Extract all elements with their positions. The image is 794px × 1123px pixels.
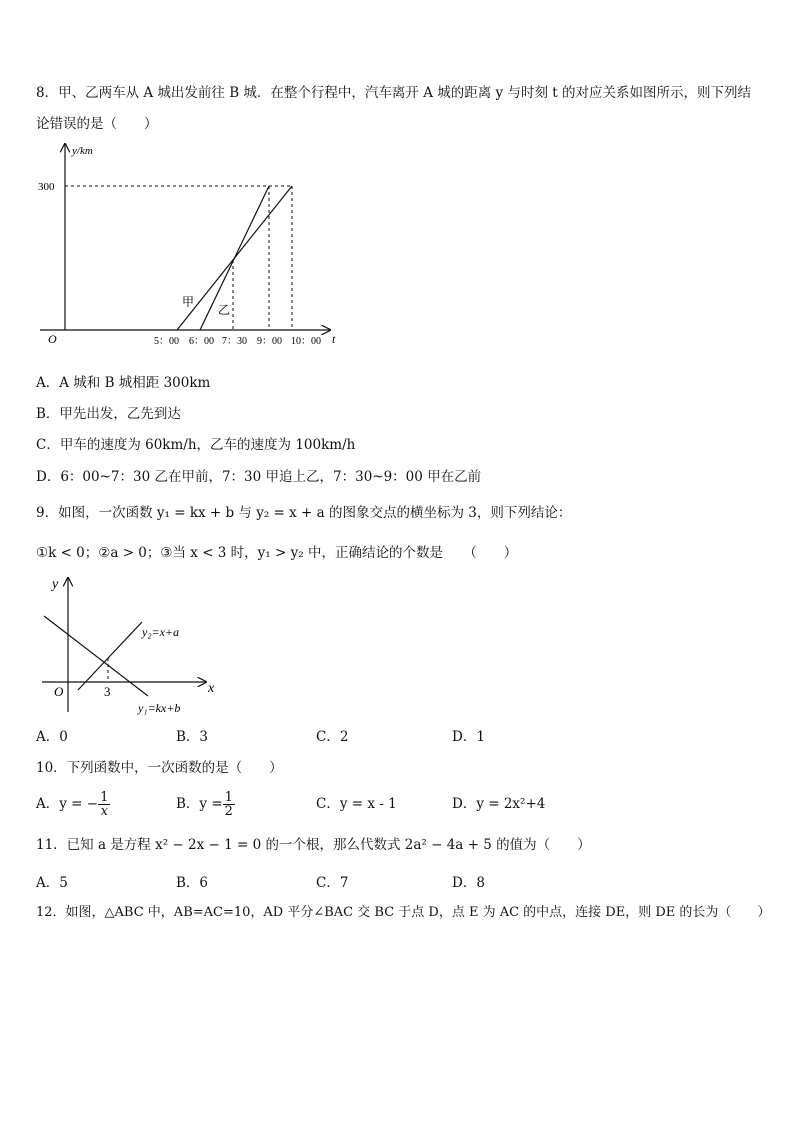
q8-x-tick-1: 5：00 (154, 336, 179, 347)
q10-option-b-fraction (223, 791, 235, 818)
q8-y-tick: 300 (38, 181, 55, 193)
q8-option-d: D．6：00~7：30 乙在甲前，7：30 甲追上乙，7：30~9：00 甲在乙前 (36, 469, 482, 485)
q9-option-a: A．0 (36, 729, 68, 745)
q9-x-label: x (208, 681, 215, 696)
q8-label-yi: 乙 (218, 303, 231, 317)
q8-stem-line2: 论错误的是（ ） (36, 116, 158, 132)
q12-stem: 12．如图，△ABC 中，AB=AC=10，AD 平分∠BAC 交 BC 于点 D，点 E 为 AC 的中点，连接 DE，则 DE 的长为（ ） (36, 905, 771, 920)
q11-option-a: A．5 (36, 875, 68, 891)
q10-stem: 10．下列函数中，一次函数的是（ ） (36, 760, 283, 776)
q9-stem-line1: 9．如图，一次函数 y₁ = kx + b 与 y₂ = x + a 的图象交点的横坐标为 3，则下列结论： (36, 505, 572, 521)
q9-origin: O (54, 684, 64, 699)
q8-option-b: B．甲先出发，乙先到达 (36, 406, 181, 422)
q9-stem-line2: ①k < 0；②a > 0；③当 x < 3 时，y₁ > y₂ 中，正确结论的个数是 （ ） (36, 545, 518, 561)
q8-option-c: C．甲车的速度为 60km/h，乙车的速度为 100km/h (36, 437, 356, 453)
q10-option-b-prefix: B．y = (176, 796, 223, 812)
q8-option-a: A．A 城和 B 城相距 300km (36, 375, 211, 391)
q9-y-label: y (52, 577, 59, 592)
q9-label-y2: y₂=x+a (142, 625, 180, 639)
q10-option-a-num: 1 (100, 789, 109, 805)
q8-origin: O (48, 332, 57, 346)
q8-x-tick-2: 6：00 (189, 336, 214, 347)
q10-option-d: D．y = 2x²+4 (452, 796, 546, 812)
q9-option-d: D．1 (452, 729, 485, 745)
q10-option-b-den: 2 (224, 803, 233, 819)
q10-option-c: C．y = x - 1 (316, 796, 397, 812)
q8-graph (36, 140, 356, 350)
q9-option-b: B．3 (176, 729, 209, 745)
q8-stem-line1: 8．甲、乙两车从 A 城出发前往 B 城．在整个行程中，汽车离开 A 城的距离 y 与时刻 t 的对应关系如图所示，则下列结 (36, 85, 751, 101)
q10-option-b-num: 1 (224, 789, 233, 805)
q8-x-label: t (332, 332, 336, 346)
q8-y-label: y/km (72, 145, 93, 157)
q8-label-jia: 甲 (182, 295, 195, 309)
q9-label-y1: y₁=kx+b (138, 701, 181, 715)
q10-option-b (176, 786, 235, 822)
q8-x-tick-4: 9：00 (257, 336, 282, 347)
q11-option-d: D．8 (452, 875, 485, 891)
q8-line-yi (200, 186, 269, 330)
q10-option-a-den: x (100, 803, 108, 819)
q10-option-a (36, 786, 110, 822)
q9-x-tick: 3 (104, 684, 111, 699)
q11-stem: 11．已知 a 是方程 x² − 2x − 1 = 0 的一个根，那么代数式 2a² − 4a + 5 的值为（ ） (36, 837, 591, 853)
q8-x-tick-5: 10：00 (291, 336, 321, 347)
q11-option-c: C．7 (316, 875, 349, 891)
q9-line-y2 (78, 622, 142, 690)
q9-graph (36, 572, 236, 722)
q11-option-b: B．6 (176, 875, 209, 891)
q10-option-a-prefix: A．y = − (36, 796, 99, 812)
q10-option-a-fraction (98, 791, 110, 818)
q9-option-c: C．2 (316, 729, 349, 745)
q8-x-tick-3: 7：30 (222, 336, 247, 347)
